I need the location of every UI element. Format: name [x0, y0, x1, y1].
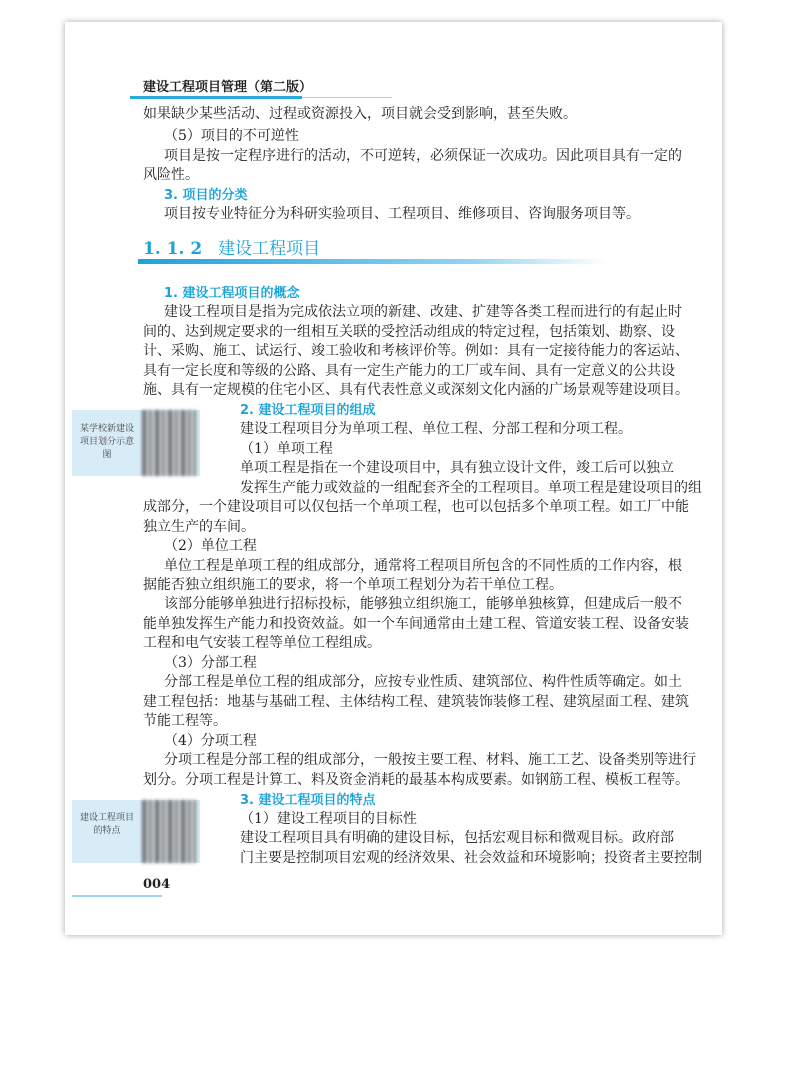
text-line: 能单独发挥生产能力和投资效益。如一个车间通常由土建工程、管道安装工程、设备安装 [143, 616, 689, 632]
subheading: （1）单项工程 [240, 441, 333, 457]
text-line: 项目是按一定程序进行的活动，不可逆转，必须保证一次成功。因此项目具有一定的 [164, 148, 682, 164]
qr-label: 某学校新建设项目划分示意图 [79, 424, 134, 460]
text-line: 单位工程是单项工程的组成部分，通常将工程项目所包含的不同性质的工作内容，根 [164, 558, 682, 574]
subheading: （1）建设工程项目的目标性 [240, 811, 417, 827]
qr-code-panel[interactable] [72, 800, 200, 863]
text-line: 发挥生产能力或效益的一组配套齐全的工程项目。单项工程是建设项目的组 [240, 480, 702, 496]
text-line: 计、采购、施工、试运行、竣工验收和考核评价等。例如：具有一定接待能力的客运站、 [143, 343, 689, 359]
text-line: 成部分，一个建设项目可以仅包括一个单项工程，也可以包括多个单项工程。如工厂中能 [143, 499, 689, 515]
text-line: 如果缺少某些活动、过程或资源投入，项目就会受到影响，甚至失败。 [143, 106, 577, 122]
header-rule-thin [302, 97, 392, 98]
qr-code-icon[interactable] [142, 410, 196, 476]
subheading: （3）分部工程 [164, 655, 257, 671]
text-line: 间的、达到规定要求的一组相互关联的受控活动组成的特定过程，包括策划、勘察、设 [143, 324, 675, 340]
text-line: 分项工程是分部工程的组成部分，一般按主要工程、材料、施工工艺、设备类别等进行 [164, 752, 696, 768]
footer-rule [72, 895, 162, 897]
text-line: 建设工程项目是指为完成依法立项的新建、改建、扩建等各类工程而进行的有起止时 [164, 304, 682, 320]
text-line: 据能否独立组织施工的要求，将一个单项工程划分为若干单位工程。 [143, 577, 563, 593]
subheading: （5）项目的不可逆性 [164, 128, 299, 144]
text-line: 风险性。 [143, 167, 199, 183]
text-line: 施、具有一定规模的住宅小区、具有代表性意义或深刻文化内涵的广场景观等建设项目。 [143, 382, 689, 398]
text-line: 项目按专业特征分为科研实验项目、工程项目、维修项目、咨询服务项目等。 [164, 206, 640, 222]
section-rule [138, 259, 608, 264]
text-line: 节能工程等。 [143, 713, 227, 729]
text-line: 建设工程项目分为单项工程、单位工程、分部工程和分项工程。 [240, 421, 632, 437]
heading-concept: 1. 建设工程项目的概念 [164, 286, 300, 301]
page-number: 004 [143, 877, 171, 892]
text-line: 门主要是控制项目宏观的经济效果、社会效益和环境影响；投资者主要控制 [240, 850, 702, 866]
text-line: 单项工程是指在一个建设项目中，具有独立设计文件，竣工后可以独立 [240, 460, 674, 476]
section-number: 1. 1. 2 [143, 239, 203, 259]
text-line: 建工程包括：地基与基础工程、主体结构工程、建筑装饰装修工程、建筑屋面工程、建筑 [143, 694, 689, 710]
subheading: （2）单位工程 [164, 538, 257, 554]
text-line: 建设工程项目具有明确的建设目标，包括宏观目标和微观目标。政府部 [240, 830, 674, 846]
text-line: 独立生产的车间。 [143, 519, 255, 535]
section-title: 建设工程项目 [218, 239, 321, 259]
text-line: 划分。分项工程是计算工、料及资金消耗的最基本构成要素。如钢筋工程、模板工程等。 [143, 772, 689, 788]
heading-composition: 2. 建设工程项目的组成 [240, 403, 376, 418]
heading-characteristics: 3. 建设工程项目的特点 [240, 793, 376, 808]
subheading: （4）分项工程 [164, 733, 257, 749]
text-line: 该部分能够单独进行招标投标，能够独立组织施工，能够单独核算，但建成后一般不 [164, 596, 682, 612]
qr-code-panel[interactable] [72, 410, 200, 476]
text-line: 具有一定长度和等级的公路、具有一定生产能力的工厂或车间、具有一定意义的公共设 [143, 363, 675, 379]
section-heading [143, 234, 320, 259]
qr-label: 建设工程项目的特点 [79, 813, 134, 836]
header-rule [130, 96, 302, 99]
running-header: 建设工程项目管理（第二版） [143, 80, 313, 95]
text-line: 分部工程是单位工程的组成部分，应按专业性质、建筑部位、构件性质等确定。如土 [164, 674, 682, 690]
heading-classification: 3. 项目的分类 [164, 188, 248, 203]
text-line: 工程和电气安装工程等单位工程组成。 [143, 635, 381, 651]
qr-code-icon[interactable] [142, 800, 196, 863]
